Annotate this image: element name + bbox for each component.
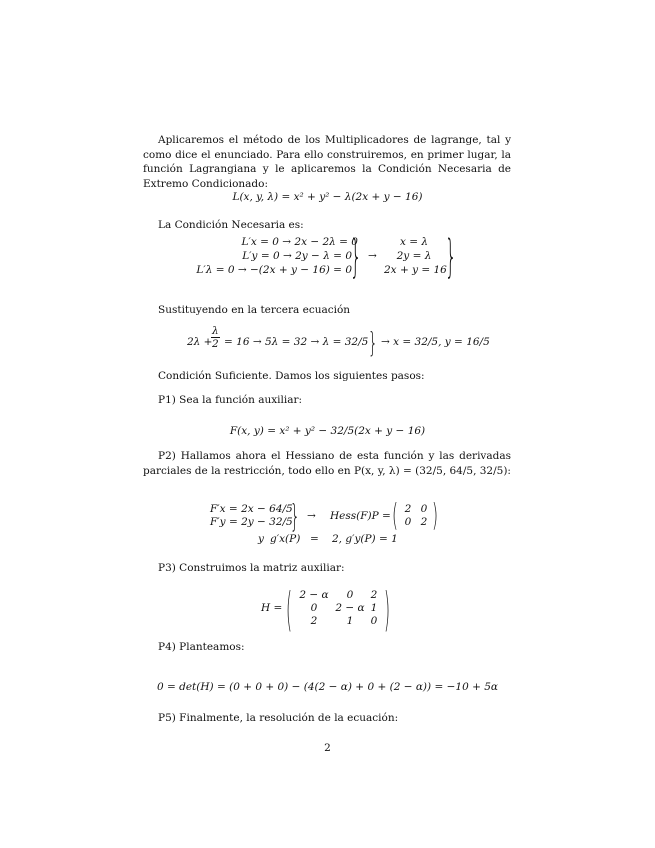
h-cell-2-2: 0 <box>370 615 378 627</box>
page-number: 2 <box>324 742 331 754</box>
h-left-paren: ( <box>286 586 293 639</box>
system-right-3: 2x + y = 16 <box>384 264 447 276</box>
hessian-arrow: → <box>307 510 316 522</box>
implies-arrow: → <box>368 250 377 262</box>
hessian-right-paren: ) <box>432 499 439 535</box>
hessian-cell-0-0: 2 <box>404 503 412 515</box>
right-brace-left-system: } <box>350 233 362 285</box>
h-right-paren: ) <box>384 586 391 639</box>
h-cell-1-0: 0 <box>310 602 318 614</box>
partial-y: F′y = 2y − 32/5 <box>210 516 293 528</box>
p5-label: P5) Finalmente, la resolución de la ecuación: <box>158 712 399 724</box>
auxiliary-function: F(x, y) = x² + y² − 32/5(2x + y − 16) <box>229 425 426 437</box>
hessian-label: Hess(F)P = <box>330 510 391 522</box>
h-cell-1-2: 1 <box>370 602 378 614</box>
h-cell-2-1: 1 <box>346 615 354 627</box>
subst-fraction <box>211 325 220 350</box>
sustituyendo-label: Sustituyendo en la tercera ecuación <box>158 304 351 316</box>
system-left-3: L′λ = 0 → −(2x + y − 16) = 0 <box>196 264 352 276</box>
intro-paragraph: Aplicaremos el método de los Multiplicadores de lagrange, tal y como dice el enunciado. Para ello construiremos, en primer lugar, la función Lagrangiana y le aplicaremos la Condición Necesaria de Extremo Condicionado: <box>143 134 511 190</box>
hessian-cell-1-0: 0 <box>404 516 412 528</box>
restriction-eq: = <box>310 533 319 545</box>
partial-x: F′x = 2x − 64/5 <box>210 503 293 515</box>
restriction-y: y <box>258 533 264 545</box>
p2-paragraph: P2) Hallamos ahora el Hessiano de esta función y las derivadas parciales de la restricción, todo ello en P(x, y, λ) = (32/5, 64/5, 32/5): <box>143 450 511 477</box>
hessian-cell-0-1: 0 <box>420 503 428 515</box>
system-left-1: L′x = 0 → 2x − 2λ = 0 <box>241 236 358 248</box>
hessian-left-paren: ( <box>392 499 399 535</box>
determinant-equation: 0 = det(H) = (0 + 0 + 0) − (4(2 − α) + 0 + (2 − α)) = −10 + 5α <box>156 681 499 693</box>
subst-rhs: = 16 → 5λ = 32 → λ = 32/5 <box>224 336 369 348</box>
hessian-cell-1-1: 2 <box>420 516 428 528</box>
subst-frac-num: λ <box>212 325 219 337</box>
h-cell-0-0: 2 − α <box>299 589 329 601</box>
right-brace-subst: } <box>368 328 378 360</box>
p1-label: P1) Sea la función auxiliar: <box>158 394 303 406</box>
suficiente-label: Condición Suficiente. Damos los siguientes pasos: <box>158 370 425 382</box>
system-right-2: 2y = λ <box>396 250 432 262</box>
system-right-1: x = λ <box>399 236 429 248</box>
subst-lhs: 2λ + <box>187 336 213 348</box>
right-brace-partials: } <box>290 500 300 536</box>
system-left-2: L′y = 0 → 2y − λ = 0 <box>242 250 352 262</box>
p3-label: P3) Construimos la matriz auxiliar: <box>158 562 345 574</box>
h-cell-1-1: 2 − α <box>335 602 365 614</box>
h-cell-2-0: 2 <box>310 615 318 627</box>
p4-label: P4) Planteamos: <box>158 641 245 653</box>
subst-result: → x = 32/5, y = 16/5 <box>381 336 490 348</box>
restriction-gx: g′x(P) <box>270 533 301 545</box>
right-brace-right-system: } <box>445 233 457 285</box>
h-cell-0-1: 0 <box>346 589 354 601</box>
subst-frac-den: 2 <box>211 338 219 350</box>
h-label: H = <box>261 602 283 614</box>
necesaria-label: La Condición Necesaria es: <box>158 219 304 231</box>
h-cell-0-2: 2 <box>370 589 378 601</box>
lagrangian-equation: L(x, y, λ) = x² + y² − λ(2x + y − 16) <box>232 191 423 203</box>
restriction-rest: 2, g′y(P) = 1 <box>332 533 398 545</box>
